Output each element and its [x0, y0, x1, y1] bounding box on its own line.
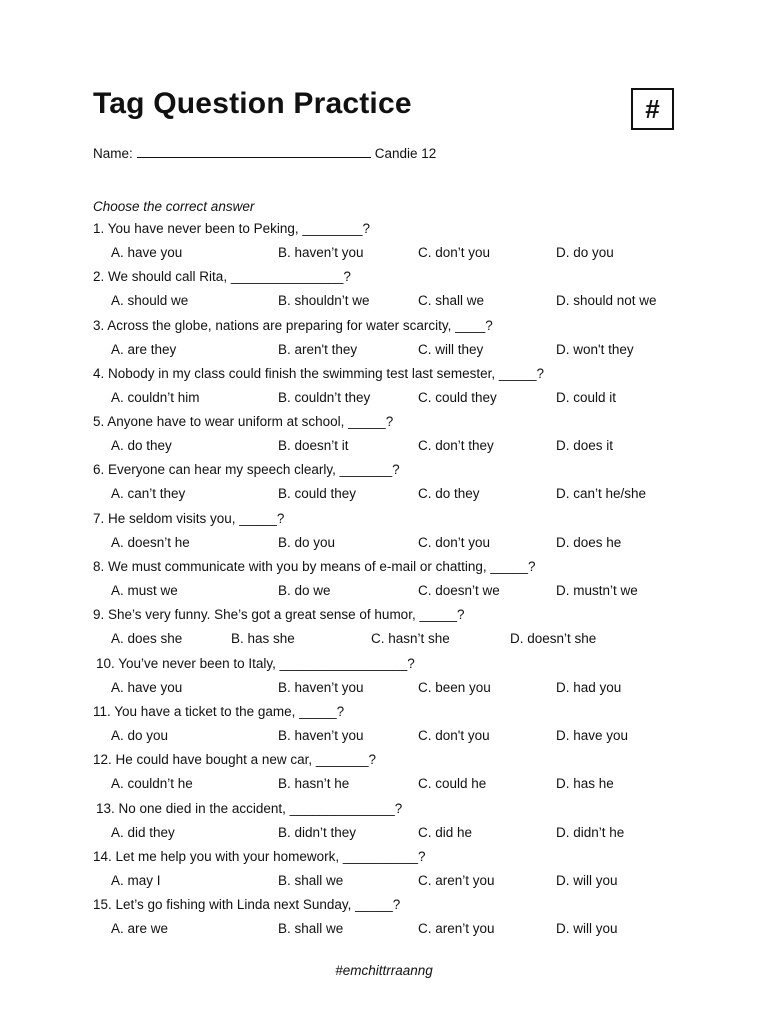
- option-row: [111, 630, 691, 648]
- option-row: [111, 679, 691, 697]
- option-c: C. been you: [418, 679, 491, 695]
- option-d: D. won't they: [556, 341, 634, 357]
- option-d: D. does it: [556, 438, 614, 454]
- question-text: 6. Everyone can hear my speech clearly, _______?: [93, 462, 400, 478]
- option-d: D. will you: [556, 872, 618, 888]
- option-d: D. mustn’t we: [556, 583, 638, 599]
- option-b: B. haven’t you: [278, 245, 364, 260]
- option-b: B. hasn’t he: [278, 776, 350, 792]
- option-row: [111, 824, 691, 842]
- option-a: A. must we: [111, 583, 178, 599]
- option-b: B. aren't they: [278, 341, 358, 357]
- question-3: [93, 317, 693, 365]
- question-text: 9. She’s very funny. She’s got a great sense of humor, _____?: [93, 607, 465, 623]
- option-a: A. does she: [111, 631, 183, 647]
- name-blank: [137, 145, 371, 158]
- question-text: 14. Let me help you with your homework, __________?: [93, 848, 426, 864]
- name-line: [93, 145, 436, 163]
- option-b: B. shall we: [278, 921, 344, 937]
- option-a: A. can’t they: [111, 486, 186, 502]
- option-d: D. has he: [556, 776, 614, 792]
- option-a: A. have you: [111, 679, 183, 695]
- option-b: B. has she: [231, 631, 295, 647]
- option-a: A. have you: [111, 245, 183, 260]
- question-6: [93, 461, 693, 509]
- name-label: Name:: [93, 146, 133, 161]
- option-row: [111, 872, 691, 890]
- option-b: B. couldn’t they: [278, 389, 371, 405]
- question-2: [93, 268, 693, 316]
- page-title: Tag Question Practice: [93, 87, 412, 120]
- option-b: B. shall we: [278, 872, 344, 888]
- question-text: 4. Nobody in my class could finish the swimming test last semester, _____?: [93, 365, 544, 381]
- option-d: D. should not we: [556, 293, 657, 309]
- option-d: D. didn’t he: [556, 824, 625, 840]
- question-text: 13. No one died in the accident, ______________?: [96, 800, 403, 816]
- question-14: [93, 848, 693, 896]
- option-a: A. may I: [111, 872, 161, 888]
- option-a: A. did they: [111, 824, 175, 840]
- option-c: C. did he: [418, 824, 473, 840]
- option-c: C. don’t they: [418, 438, 494, 454]
- option-d: D. could it: [556, 389, 617, 405]
- option-row: [111, 292, 691, 310]
- question-text: 8. We must communicate with you by means of e-mail or chatting, _____?: [93, 559, 536, 575]
- option-b: B. didn’t they: [278, 824, 357, 840]
- option-b: B. do you: [278, 534, 336, 550]
- option-d: D. does he: [556, 534, 622, 550]
- option-b: B. doesn’t it: [278, 438, 349, 454]
- option-a: A. doesn’t he: [111, 534, 190, 550]
- question-10: [93, 655, 693, 703]
- option-a: A. are we: [111, 921, 169, 937]
- option-row: [111, 485, 691, 503]
- question-text: 12. He could have bought a new car, _______?: [93, 752, 376, 768]
- question-11: [93, 703, 693, 751]
- option-c: C. don’t you: [418, 534, 491, 550]
- question-text: 5. Anyone have to wear uniform at school, _____?: [93, 414, 394, 430]
- option-row: [111, 920, 691, 938]
- option-d: D. have you: [556, 727, 629, 743]
- option-c: C. could they: [418, 389, 497, 405]
- option-row: [111, 727, 691, 745]
- option-b: B. do we: [278, 583, 331, 599]
- option-a: A. should we: [111, 293, 189, 309]
- option-c: C. aren’t you: [418, 921, 495, 937]
- option-c: C. will they: [418, 341, 484, 357]
- question-8: [93, 558, 693, 606]
- option-d: D. will you: [556, 921, 618, 937]
- option-d: D. do you: [556, 245, 614, 260]
- option-row: [111, 582, 691, 600]
- option-b: B. shouldn’t we: [278, 293, 370, 309]
- hash-box: #: [631, 88, 674, 130]
- option-c: C. shall we: [418, 293, 485, 309]
- question-1: [93, 220, 693, 268]
- option-row: [111, 437, 691, 455]
- question-13: [93, 800, 693, 848]
- question-9: [93, 606, 693, 654]
- question-text: 7. He seldom visits you, _____?: [93, 510, 285, 526]
- option-d: D. can’t he/she: [556, 486, 647, 502]
- question-text: 15. Let’s go fishing with Linda next Sunday, _____?: [93, 897, 401, 913]
- option-row: [111, 389, 691, 407]
- option-row: [111, 775, 691, 793]
- instruction-text: Choose the correct answer: [93, 199, 255, 214]
- question-7: [93, 510, 693, 558]
- option-c: C. don't you: [418, 727, 490, 743]
- option-b: B. haven’t you: [278, 727, 364, 743]
- question-5: [93, 413, 693, 461]
- option-a: A. do they: [111, 438, 172, 454]
- question-text: 2. We should call Rita, _______________?: [93, 269, 351, 285]
- option-a: A. are they: [111, 341, 177, 357]
- option-d: D. doesn’t she: [510, 631, 597, 647]
- question-text: 11. You have a ticket to the game, _____?: [93, 703, 345, 719]
- option-c: C. do they: [418, 486, 480, 502]
- question-list: [93, 220, 693, 944]
- question-4: [93, 365, 693, 413]
- question-text: 1. You have never been to Peking, ________?: [93, 221, 370, 236]
- option-c: C. aren’t you: [418, 872, 495, 888]
- option-b: B. could they: [278, 486, 357, 502]
- question-text: 10. You’ve never been to Italy, _________________?: [96, 655, 415, 671]
- option-a: A. couldn’t he: [111, 776, 193, 792]
- option-c: C. could he: [418, 776, 487, 792]
- option-row: [111, 341, 691, 359]
- question-text: 3. Across the globe, nations are preparing for water scarcity, ____?: [93, 317, 493, 333]
- question-15: [93, 896, 693, 944]
- option-c: C. hasn’t she: [371, 631, 450, 647]
- question-12: [93, 751, 693, 799]
- option-d: D. had you: [556, 679, 622, 695]
- option-c: C. doesn’t we: [418, 583, 500, 599]
- option-c: C. don’t you: [418, 245, 491, 260]
- option-b: B. haven’t you: [278, 679, 364, 695]
- option-row: [111, 534, 691, 552]
- name-value: Candie 12: [374, 146, 437, 161]
- option-row: [111, 244, 691, 262]
- option-a: A. couldn’t him: [111, 389, 200, 405]
- footer-hashtag: #emchittrraanng: [335, 963, 433, 978]
- option-a: A. do you: [111, 727, 169, 743]
